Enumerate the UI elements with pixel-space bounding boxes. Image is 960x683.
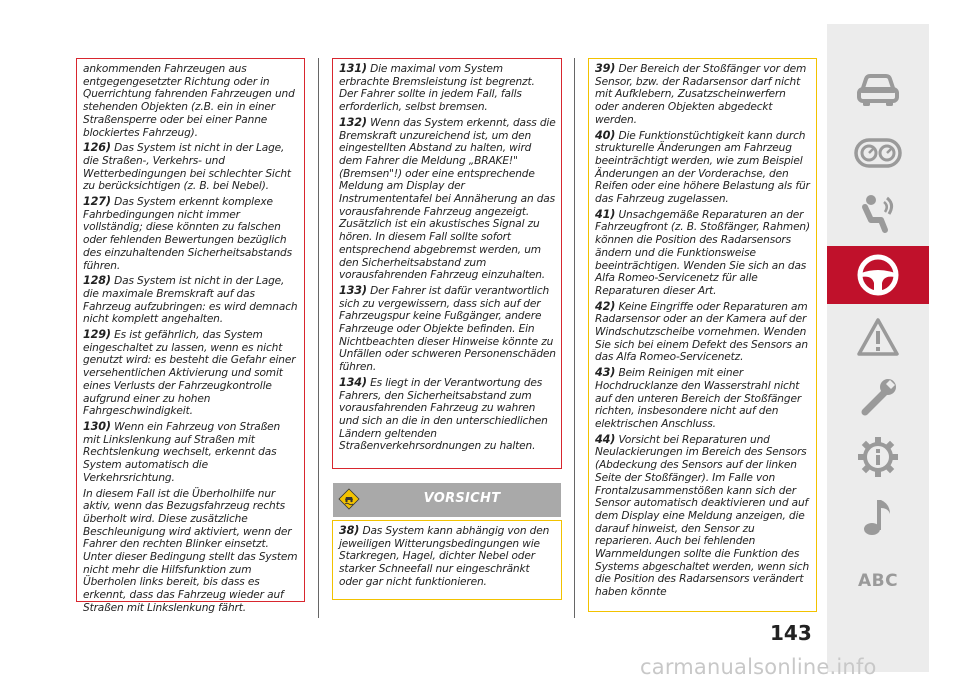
instrument-panel-icon bbox=[854, 137, 902, 169]
chapter-sidebar bbox=[827, 24, 929, 672]
note-text: Vorsicht bei Reparaturen und Neulackierungen im Bereich des Sensors (Abdeckung des Sensors auf der linken Seite der Stoßfänger). Im Falle von Frontalzusammenstößen kann sich der Sensor automatisch deaktivieren und auf dem Display eine Meldung anzeigen, die darauf hinweist, den Sensor zu reparieren. Auch bei fehlenden Warnmeldungen sollte die Funktion des Systems abgeschaltet werden, wenn sich die Position des Radarsensors verändert haben könnte bbox=[595, 433, 810, 599]
note-number: 42) bbox=[595, 299, 616, 313]
chapter-multimedia[interactable] bbox=[827, 488, 929, 546]
steering-wheel-icon bbox=[856, 253, 900, 297]
note-paragraph bbox=[83, 488, 299, 615]
column-separator bbox=[574, 58, 575, 618]
note-text: Das System ist nicht in der Lage, die maximale Bremskraft auf das Fahrzeug aufzubringen: es wird demnach nicht komplett angehalten. bbox=[83, 275, 298, 326]
seat-airbag-icon bbox=[857, 192, 899, 234]
note-paragraph bbox=[339, 525, 556, 589]
note-paragraph bbox=[83, 275, 299, 326]
note-paragraph bbox=[595, 434, 811, 599]
car-icon bbox=[856, 69, 900, 109]
note-paragraph bbox=[595, 367, 811, 431]
note-number: 41) bbox=[595, 207, 616, 221]
note-text: Das System ist nicht in der Lage, die Straßen-, Verkehrs- und Wetterbedingungen bei schlechter Sicht zu berücksichtigen (z. B. bei Nebel). bbox=[83, 142, 291, 193]
note-number: 40) bbox=[595, 128, 616, 142]
note-number: 38) bbox=[339, 524, 360, 537]
vorsicht-box bbox=[332, 520, 562, 600]
note-paragraph bbox=[595, 63, 811, 127]
note-number: 39) bbox=[595, 62, 616, 75]
note-text: Das System kann abhängig von den jeweiligen Witterungsbedingungen wie Starkregen, Hagel, dichter Nebel oder starker Schneefall nur eingeschränkt oder gar nicht funktionieren. bbox=[339, 525, 550, 588]
note-paragraph bbox=[83, 63, 299, 139]
note-paragraph bbox=[339, 117, 556, 282]
note-text: Der Fahrer ist dafür verantwortlich sich zu vergewissern, dass sich auf der Fahrzeugspur keine Fußgänger, andere Fahrzeuge oder Objekte befinden. Ein Nichtbeachten dieser Hinweise könnte zu Unfällen oder schweren Personenschäden führen. bbox=[339, 284, 556, 374]
wrench-icon bbox=[857, 376, 899, 418]
note-text: In diesem Fall ist die Überholhilfe nur aktiv, wenn das Bezugsfahrzeug rechts überholt wird. Diese zusätzliche Beschleunigung wird aktiviert, wenn der Fahrer den rechten Blinker einsetzt. Unter dieser Bedingung stellt das System nicht mehr die Hilfsfunktion zum Überholen links bereit, bis dass es erkennt, dass das Fahrzeug wieder auf Straßen mit Linkslenkung fährt. bbox=[83, 487, 298, 614]
column-1-warning-box bbox=[76, 58, 305, 614]
note-paragraph bbox=[339, 285, 556, 374]
note-number: 127) bbox=[83, 195, 111, 209]
note-number: 132) bbox=[339, 115, 367, 129]
page-number: 143 bbox=[770, 621, 812, 645]
note-number: 126) bbox=[83, 141, 111, 155]
note-paragraph bbox=[83, 142, 299, 193]
note-text: Beim Reinigen mit einer Hochdrucklanze den Wasserstrahl nicht auf den unteren Bereich der Stoßfänger richten, insbesondere nicht auf den elektrischen Anschluss. bbox=[595, 367, 802, 430]
chapter-instruments[interactable] bbox=[827, 124, 929, 182]
chapter-maintenance[interactable] bbox=[827, 368, 929, 426]
note-number: 129) bbox=[83, 328, 111, 342]
note-number: 134) bbox=[339, 375, 367, 389]
note-text: Es liegt in der Verantwortung des Fahrers, den Sicherheitsabstand zum vorausfahrenden Fahrzeug zu wahren und sich an die in den unterschiedlichen Ländern geltenden Straßenverkehrsordnungen zu halten. bbox=[339, 376, 548, 453]
note-paragraph bbox=[339, 63, 556, 114]
note-text: Wenn ein Fahrzeug von Straßen mit Linkslenkung auf Straßen mit Rechtslenkung wechselt, erkennt das System automatisch die Verkehrsrichtung. bbox=[83, 420, 281, 484]
abc-index-icon: ABC bbox=[857, 571, 899, 591]
chapter-car[interactable] bbox=[827, 60, 929, 118]
note-paragraph bbox=[83, 329, 299, 418]
chapter-driving[interactable] bbox=[827, 246, 929, 304]
note-number: 130) bbox=[83, 419, 111, 433]
note-text: Das System erkennt komplexe Fahrbedingungen nicht immer vollständig; diese könnten zu falschen oder fehlenden Bewertungen bezüglich des einzuhaltenden Sicherheitsabstands führen. bbox=[83, 196, 293, 272]
vorsicht-title: VORSICHT bbox=[423, 491, 501, 506]
footer-watermark: carmanualsonline.info bbox=[640, 655, 877, 679]
column-3-caution-box bbox=[588, 58, 817, 612]
note-text: ankommenden Fahrzeugen aus entgegengesetzter Richtung oder in Querrichtung fahrenden Fahrzeugen und stehenden Objekten (z.B. ein in einer Straßensperre oder bei einer Panne blockiertes Fahrzeug). bbox=[83, 63, 295, 139]
column-2-warning-box bbox=[332, 58, 562, 469]
note-text: Die Funktionstüchtigkeit kann durch strukturelle Änderungen am Fahrzeug beeinträchtigt werden, wie zum Beispiel Änderungen an der Vorderachse, den Reifen oder eine höhere Belastung als für das Fahrzeug zugelassen. bbox=[595, 129, 810, 206]
chapter-emergency[interactable] bbox=[827, 308, 929, 366]
note-paragraph bbox=[83, 421, 299, 485]
note-paragraph bbox=[339, 377, 556, 453]
music-note-icon bbox=[860, 496, 896, 538]
chapter-index[interactable] bbox=[827, 552, 929, 610]
note-number: 43) bbox=[595, 366, 616, 380]
column-separator bbox=[318, 58, 319, 618]
note-text: Der Bereich der Stoßfänger vor dem Sensor, bzw. der Radarsensor darf nicht mit Aufklebern, Zusatzscheinwerfern oder anderen Objekten abgedeckt werden. bbox=[595, 63, 807, 126]
note-number: 128) bbox=[83, 274, 111, 288]
note-number: 44) bbox=[595, 432, 616, 446]
technical-data-gear-icon bbox=[856, 435, 900, 479]
note-paragraph bbox=[83, 196, 299, 272]
note-text: Unsachgemäße Reparaturen an der Fahrzeugfront (z. B. Stoßfänger, Rahmen) können die Position des Radarsensors ändern und die Funktionsweise beeinträchtigen. Wenden Sie sich an das Alfa Romeo-Servicenetz für alle Reparaturen dieser Art. bbox=[595, 208, 810, 297]
note-paragraph bbox=[595, 130, 811, 206]
note-text: Wenn das System erkennt, dass die Bremskraft unzureichend ist, um den eingestellten Abstand zu halten, wird dem Fahrer die Meldung „BRAKE!" (Bremsen"!) oder eine entsprechende Meldung am Display der Instrumententafel bei Annäherung an das vorausfahrende Fahrzeug angezeigt. Zusätzlich ist ein akustisches Signal zu hören. In diesem Fall sollte sofort entsprechend abgebremst werden, um den Sicherheitsabstand zum vorausfahrenden Fahrzeug einzuhalten. bbox=[339, 116, 556, 282]
chapter-safety[interactable] bbox=[827, 184, 929, 242]
note-number: 133) bbox=[339, 283, 367, 297]
chapter-technical-data[interactable] bbox=[827, 428, 929, 486]
note-paragraph bbox=[595, 209, 811, 298]
note-text: Keine Eingriffe oder Reparaturen am Radarsensor oder an der Kamera auf der Windschutzscheibe vornehmen. Wenden Sie sich bei einem Defekt des Sensors an das Alfa Romeo-Servicenetz. bbox=[595, 300, 808, 364]
note-number: 131) bbox=[339, 62, 367, 75]
note-text: Die maximal vom System erbrachte Bremsleistung ist begrenzt. Der Fahrer sollte in jedem Fall, falls erforderlich, selbst bremsen. bbox=[339, 63, 535, 114]
note-paragraph bbox=[595, 301, 811, 365]
note-text: Es ist gefährlich, das System eingeschaltet zu lassen, wenn es nicht genutzt wird: es besteht die Gefahr einer versehentlichen Aktivierung und somit eines Verlusts der Fahrzeugkontrolle aufgrund einer zu hohen Fahrgeschwindigkeit. bbox=[83, 329, 296, 418]
skidding-car-warning-icon bbox=[338, 488, 360, 510]
warning-triangle-icon bbox=[856, 317, 900, 357]
